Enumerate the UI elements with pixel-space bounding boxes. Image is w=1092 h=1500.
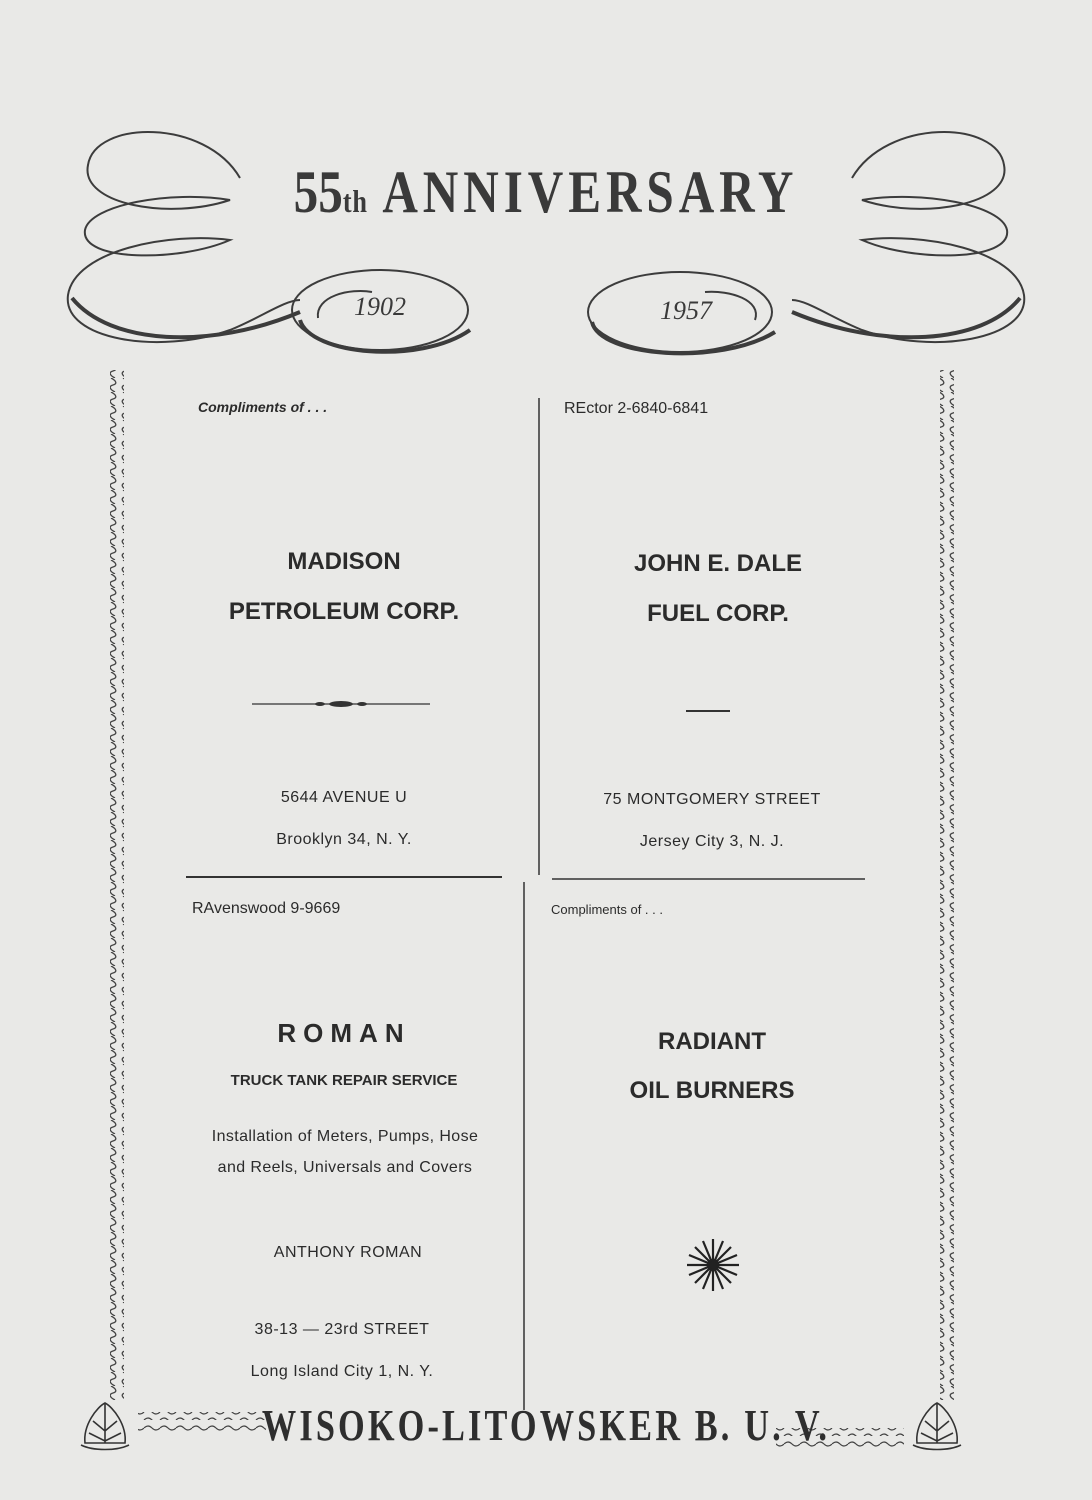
dale-address-line1: 75 MONTGOMERY STREET <box>603 791 821 808</box>
madison-compliments-label: Compliments of . . . <box>198 399 328 415</box>
radiant-name-line1: RADIANT <box>658 1028 766 1055</box>
year-end: 1957 <box>660 296 712 325</box>
radiant-name-line2: OIL BURNERS <box>629 1077 795 1104</box>
roman-address-line2: Long Island City 1, N. Y. <box>250 1363 434 1380</box>
left-rope-border <box>110 370 124 1400</box>
anniversary-suffix: th <box>342 183 368 219</box>
year-start: 1902 <box>354 292 406 321</box>
roman-title: ROMAN <box>277 1018 411 1048</box>
roman-description <box>180 1121 510 1183</box>
roman-contact: ANTHONY ROMAN <box>273 1244 423 1261</box>
dale-phone: REctor 2-6840-6841 <box>564 400 709 417</box>
roman-desc-line1: Installation of Meters, Pumps, Hose <box>211 1128 479 1145</box>
roman-desc-line2: and Reels, Universals and Covers <box>217 1159 473 1176</box>
madison-address-line2: Brooklyn 34, N. Y. <box>276 831 412 848</box>
roman-phone: RAvenswood 9-9669 <box>192 900 341 917</box>
dale-name-line1: JOHN E. DALE <box>633 550 803 577</box>
madison-flourish-divider <box>252 701 430 707</box>
roman-address-line1: 38-13 — 23rd STREET <box>254 1321 430 1338</box>
dale-name-line2: FUEL CORP. <box>647 600 789 627</box>
anniversary-word: ANNIVERSARY <box>382 159 799 225</box>
roman-subtitle: TRUCK TANK REPAIR SERVICE <box>230 1072 458 1089</box>
starburst-icon <box>687 1239 739 1291</box>
right-rope-border <box>940 370 954 1400</box>
radiant-compliments-label: Compliments of . . . <box>551 902 663 917</box>
anniversary-number: 55 <box>293 159 343 225</box>
anniversary-title <box>98 158 993 227</box>
madison-name-line2: PETROLEUM CORP. <box>228 598 460 625</box>
footer-title: WISOKO-LITOWSKER B. U. V. <box>261 1401 831 1450</box>
madison-address-line1: 5644 AVENUE U <box>280 789 408 806</box>
madison-name-line1: MADISON <box>287 548 401 575</box>
dale-address-line2: Jersey City 3, N. J. <box>639 833 785 850</box>
